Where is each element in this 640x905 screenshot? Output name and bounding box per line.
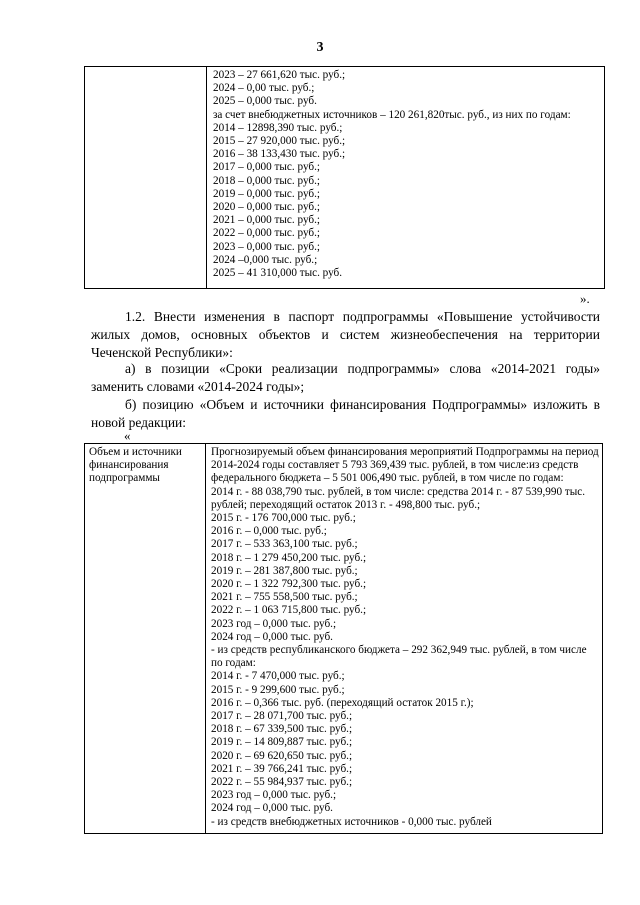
row-label: Объем и источники финансирования подпрограммы [89, 446, 182, 485]
paragraph-a: а) в позиции «Сроки реализации подпрограммы» слова «2014-2021 годы» заменить словами «2014-2024 годы»; [91, 361, 600, 394]
funding-line: 2025 – 41 310,000 тыс. руб. [213, 267, 343, 280]
table-label-cell [85, 444, 206, 833]
federal-line: 2024 год – 0,000 тыс. руб. [211, 630, 333, 643]
federal-line: 2017 г. – 533 363,100 тыс. руб.; [211, 538, 358, 551]
funding-line: 2023 – 27 661,620 тыс. руб.; [213, 69, 346, 81]
paragraph-1-2: 1.2. Внести изменения в паспорт подпрограммы «Повышение устойчивости жилых домов, основных объектов и систем жизнеобеспечения на территории Чеченской Республики»: [91, 309, 600, 360]
federal-line: 2016 г. – 0,000 тыс. руб.; [211, 525, 327, 538]
republic-line: 2014 г. - 7 470,000 тыс. руб.; [211, 670, 345, 683]
republic-line: 2021 г. – 39 766,241 тыс. руб.; [211, 762, 353, 775]
funding-line: 2023 – 0,000 тыс. руб.; [213, 240, 320, 253]
funding-line: 2016 – 38 133,430 тыс. руб.; [213, 148, 346, 161]
federal-line: 2021 г. – 755 558,500 тыс. руб.; [211, 591, 358, 604]
funding-line: 2025 – 0,000 тыс. руб. [213, 95, 317, 108]
table-value-cell [213, 69, 601, 280]
extra-budget-line: - из средств внебюджетных источников - 0,000 тыс. рублей [211, 815, 492, 828]
funding-line: 2024 – 0,00 тыс. руб.; [213, 82, 315, 95]
table-label-cell [85, 67, 207, 288]
republic-line: 2017 г. – 28 071,700 тыс. руб.; [211, 710, 353, 723]
funding-intro: Прогнозируемый объем финансирования мероприятий Подпрограммы на период 2014-2024 годы составляет 5 793 369,439 тыс. рублей, в том числе:из средств федерального бюджета – 5 501 006,490 тыс. рублей, в том числе по годам: [211, 446, 599, 485]
federal-line: 2023 год – 0,000 тыс. руб.; [211, 617, 337, 630]
page-number: 3 [316, 40, 324, 55]
republic-line: 2023 год – 0,000 тыс. руб.; [211, 789, 337, 802]
funding-line: 2015 – 27 920,000 тыс. руб.; [213, 135, 346, 148]
federal-line: 2019 г. – 281 387,800 тыс. руб.; [211, 564, 358, 577]
republic-line: 2022 г. – 55 984,937 тыс. руб.; [211, 776, 353, 789]
funding-line: 2024 –0,000 тыс. руб.; [213, 253, 318, 266]
republic-line: 2015 г. - 9 299,600 тыс. руб.; [211, 683, 345, 696]
closing-quote: ». [580, 291, 590, 306]
table-value-cell [211, 446, 599, 829]
republic-line: 2019 г. – 14 809,887 тыс. руб.; [211, 736, 353, 749]
funding-table-continued [84, 66, 605, 289]
funding-line: 2018 – 0,000 тыс. руб.; [213, 174, 320, 187]
federal-line: 2015 г. - 176 700,000 тыс. руб.; [211, 512, 356, 525]
funding-line: 2020 – 0,000 тыс. руб.; [213, 201, 320, 214]
funding-line: 2017 – 0,000 тыс. руб.; [213, 161, 320, 174]
republic-line: 2018 г. – 67 339,500 тыс. руб.; [211, 723, 353, 736]
funding-line: за счет внебюджетных источников – 120 261,820тыс. руб., из них по годам: [213, 108, 571, 121]
republic-line: 2024 год – 0,000 тыс. руб. [211, 802, 333, 815]
opening-quote: « [124, 428, 131, 443]
federal-line: 2022 г. – 1 063 715,800 тыс. руб.; [211, 604, 367, 617]
republic-line: 2016 г. – 0,366 тыс. руб. (переходящий остаток 2015 г.); [211, 696, 474, 709]
funding-line: 2021 – 0,000 тыс. руб.; [213, 214, 320, 227]
paragraph-b: б) позицию «Объем и источники финансирования Подпрограммы» изложить в новой редакции: [91, 397, 600, 430]
funding-table-new [84, 443, 603, 834]
funding-line: 2019 – 0,000 тыс. руб.; [213, 187, 320, 200]
federal-line: 2018 г. – 1 279 450,200 тыс. руб.; [211, 551, 367, 564]
federal-line: 2020 г. – 1 322 792,300 тыс. руб.; [211, 578, 367, 591]
republic-line: 2020 г. – 69 620,650 тыс. руб.; [211, 749, 353, 762]
funding-line: 2022 – 0,000 тыс. руб.; [213, 227, 320, 240]
funding-line: 2014 – 12898,390 тыс. руб.; [213, 121, 343, 134]
federal-2014-line: 2014 г. - 88 038,790 тыс. рублей, в том числе: средства 2014 г. - 87 539,990 тыс. рублей; переходящий остаток 2013 г. - 498,800 тыс. руб.; [211, 485, 586, 511]
republic-intro: - из средств республиканского бюджета – 292 362,949 тыс. рублей, в том числе по годам: [211, 644, 587, 670]
